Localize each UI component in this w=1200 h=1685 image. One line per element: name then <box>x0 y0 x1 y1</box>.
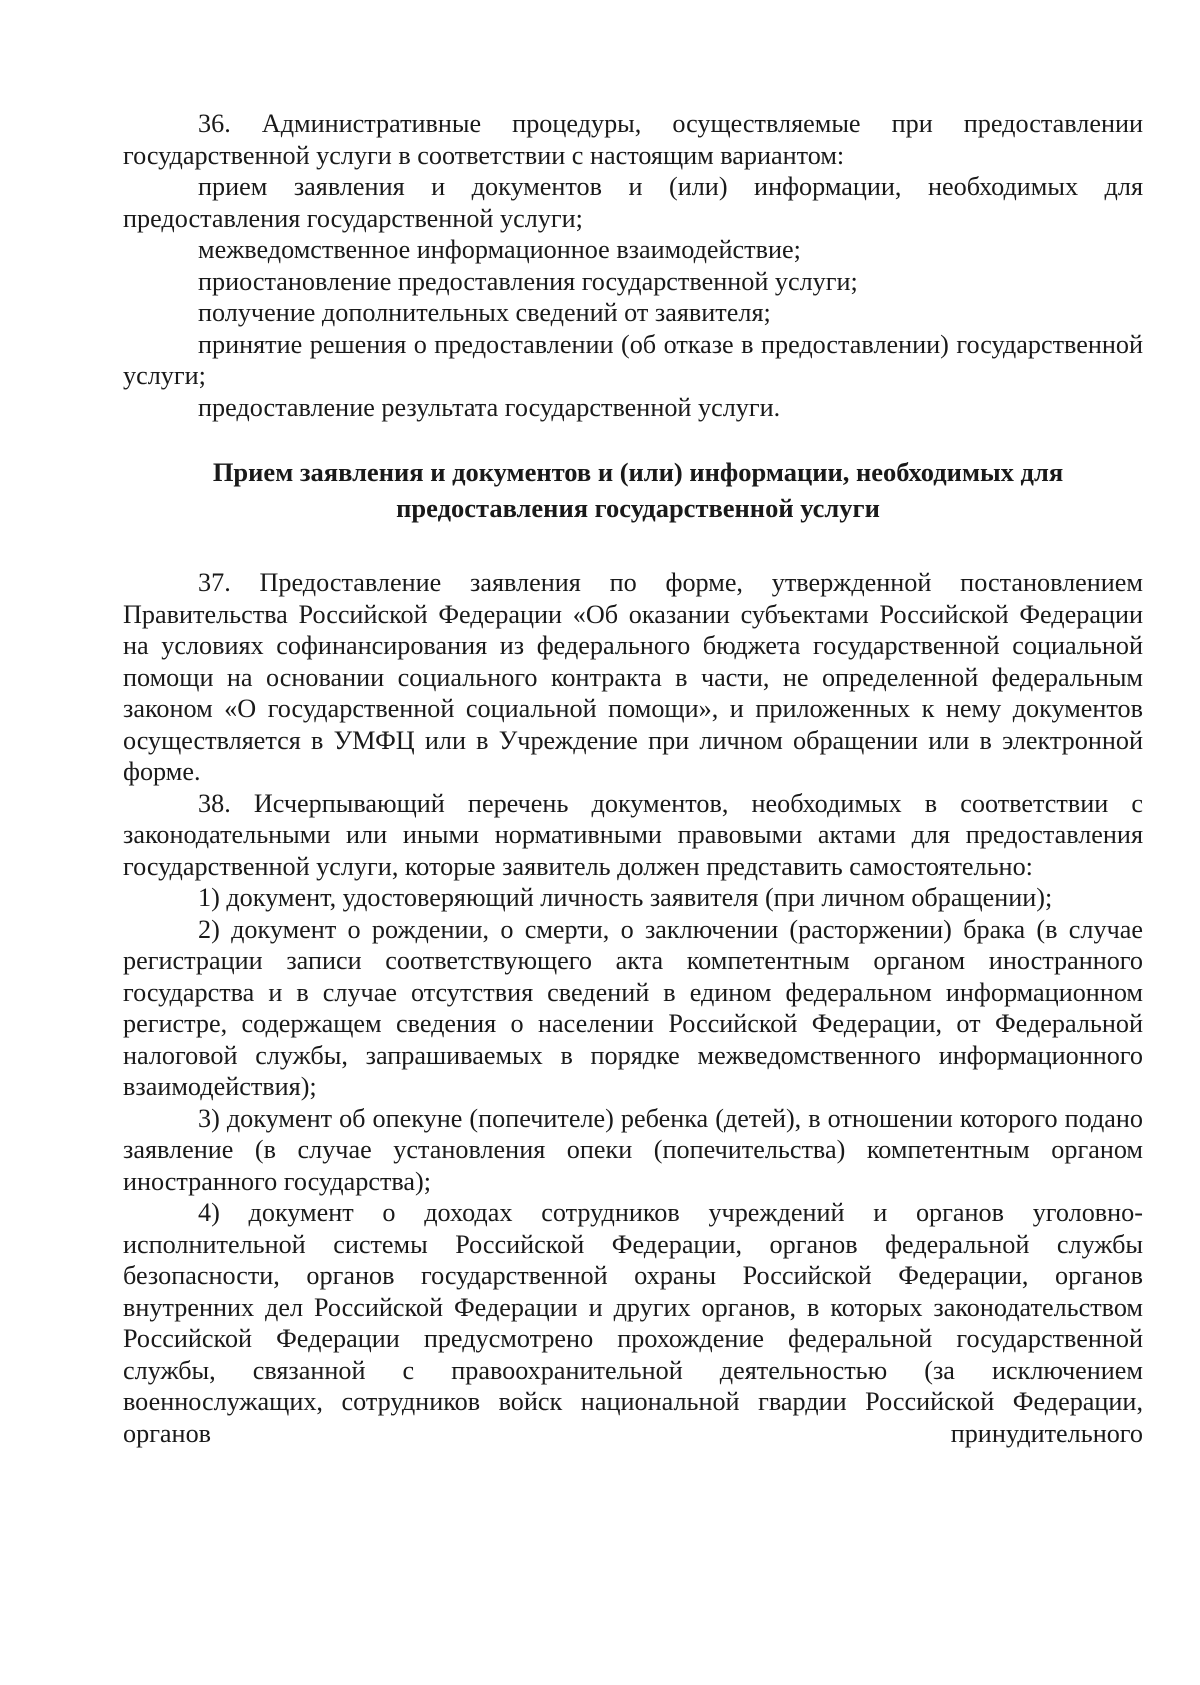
paragraph-36-item-5: принятие решения о предоставлении (об отказе в предоставлении) государственной услуги; <box>123 329 1143 390</box>
section-heading <box>123 454 1143 526</box>
paragraph-38-item-2: 2) документ о рождении, о смерти, о заключении (расторжении) брака (в случае регистрации записи соответствующего акта компетентным органом иностранного государства и в случае отсутствия сведений в едином федеральном информационном регистре, содержащем сведения о населении Российской Федерации, от Федеральной налоговой службы, запрашиваемых в порядке межведомственного информационного взаимодействия); <box>123 914 1143 1101</box>
paragraph-38-item-4: 4) документ о доходах сотрудников учреждений и органов уголовно-исполнительной системы Российской Федерации, органов федеральной службы безопасности, органов государственной охраны Российской Федерации, органов внутренних дел Российской Федерации и других органов, в которых законодательством Российской Федерации предусмотрено прохождение федеральной государственной службы, связанной с правоохранительной деятельностью (за исключением военнослужащих, сотрудников войск национальной гвардии Российской Федерации, органов принудительного <box>123 1198 1143 1448</box>
paragraph-38-item-3: 3) документ об опекуне (попечителе) ребенка (детей), в отношении которого подано заявление (в случае установления опеки (попечительства) компетентным органом иностранного государства); <box>123 1103 1143 1196</box>
paragraph-38-item-1: 1) документ, удостоверяющий личность заявителя (при личном обращении); <box>198 883 1053 912</box>
paragraph-36-item-6: предоставление результата государственной услуги. <box>198 392 781 422</box>
section-heading-line-1: Прием заявления и документов и (или) информации, необходимых для <box>212 457 1064 487</box>
spacer <box>123 423 1143 454</box>
spacer <box>123 526 1143 567</box>
document-page <box>123 108 1143 1449</box>
paragraph-36-item-4: получение дополнительных сведений от заявителя; <box>198 298 771 327</box>
section-heading-line-2: предоставления государственной услуги <box>396 493 880 523</box>
paragraph-37: 37. Предоставление заявления по форме, утвержденной постановлением Правительства Российской Федерации «Об оказании субъектами Российской Федерации на условиях софинансирования из федерального бюджета государственной социальной помощи на основании социального контракта в части, не определенной федеральным законом «О государственной социальной помощи», и приложенных к нему документов осуществляется в УМФЦ или в Учреждение при личном обращении или в электронной форме. <box>123 568 1143 786</box>
paragraph-38-intro: 38. Исчерпывающий перечень документов, необходимых в соответствии с законодательными или иными нормативными правовыми актами для предоставления государственной услуги, которые заявитель должен представить самостоятельно: <box>123 788 1143 881</box>
paragraph-36-item-1: прием заявления и документов и (или) информации, необходимых для предоставления государственной услуги; <box>123 172 1143 233</box>
paragraph-36-item-3: приостановление предоставления государственной услуги; <box>198 266 858 296</box>
paragraph-36-intro: 36. Административные процедуры, осуществляемые при предоставлении государственной услуги в соответствии с настоящим вариантом: <box>123 109 1143 170</box>
paragraph-36-item-2: межведомственное информационное взаимодействие; <box>198 235 801 264</box>
